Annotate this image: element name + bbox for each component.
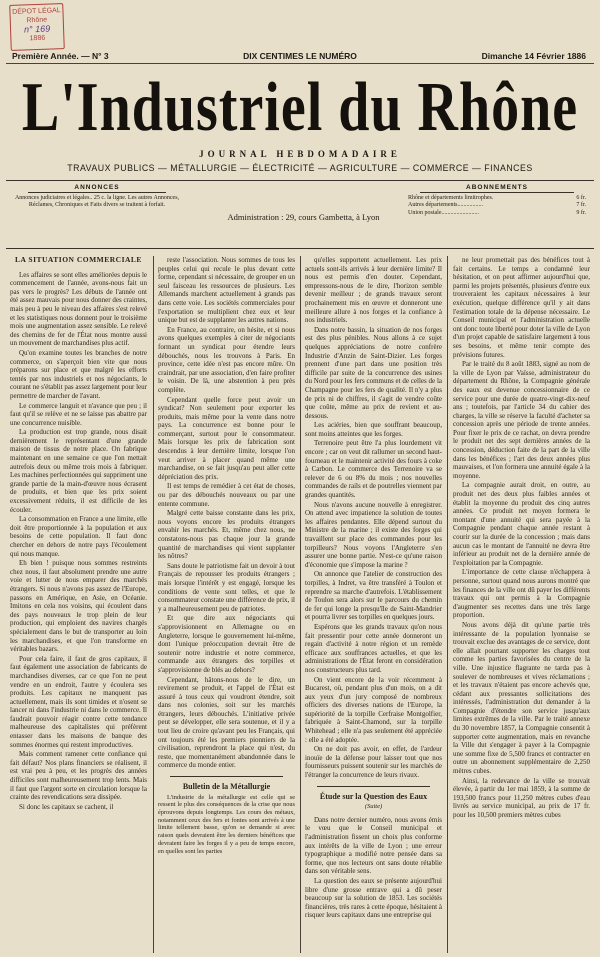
paragraph: Si donc les capitaux se cachent, il: [19, 802, 114, 811]
paragraph: Par le traité du 8 août 1883, signé au nom de la ville de Lyon par Vaïsse, administrateur du département du Rhône, la Compagnie générale des eaux est devenue concessionnaire de ce service pour une durée de quatre-vingt-dix-neuf ans ; toutefois, par l'article 34 du cahier des charges, la ville se réserve la faculté d'acheter sa concession après une période de trente années. Pour fixer le prix de ce rachat, on devra prendre le produit net des sept dernières années de la concession, déduction faite de la part de la ville dans les bénéfices ; l'art des deux années plus mauvaises, et l'on formera une annuité égale à la moyenne.: [453, 360, 590, 480]
paragraph: Cependant, hâtons-nous de le dire, un revirement se produit, et l'appel de l'État est assuré à tous ceux qui voudront étendre, soit dans nos colonies, soit sur les marchés étrangers, leurs débouchés. L'initiative privée peut se développer, elle sera soutenue, et il y a tout lieu de croire qu'avant peu les Français, qui ont toujours été les premiers pionniers de la civilisation, reprendront la place qui n'est, du reste, que momentanément abandonnée dans le commerce du monde entier.: [158, 675, 295, 770]
column-divider: [300, 256, 301, 953]
stamp-year: 1886: [29, 34, 46, 43]
paragraph: La compagnie aurait droit, en outre, au produit net des deux plus faibles années et établit la moyenne du produit des cinq autres années. Ce produit net moyen formera le montant d'une annuité qui sera payée à la Compagnie pendant chaque année restant à courir sur la durée de la concession ; mais dans aucun cas le montant de l'annuité ne devra être inférieur au produit net de la dernière année de l'exploitation par la Compagnie.: [453, 481, 590, 567]
legal-deposit-stamp: [9, 3, 65, 51]
column-3: [305, 256, 442, 953]
paragraph: Il est temps de remédier à cet état de choses, ou par des débouchés nouveaux ou par une entente commune.: [158, 482, 295, 508]
article-heading-situation: LA SITUATION COMMERCIALE: [15, 256, 142, 264]
stamp-line2: Rhône: [26, 16, 48, 25]
paragraph: On ne doit pas avoir, en effet, de l'ardeur inouïe de la défense pour laisser tout que nos fournisseurs puissent soutenir sur les marchés de l'étranger la concurrence de leurs rivaux.: [305, 745, 442, 780]
paragraph: Pour cela faire, il faut de gros capitaux, il faut également une association de fabricants de marchandises diverses, car ce que l'on ne peut vendre en un endroit, l'autre y écoulera ses produits. Les capitaux ne manquent pas actuellement, mais ils sont timides et n'osent se lancer ni dans l'industrie ni dans le commerce. Il faudrait pouvoir réagir contre cette tendance malheureuse des capitalistes qui préfèrent entasser dans les maisons de banque des sommes énormes qui restent improductives.: [10, 654, 147, 749]
abonnements-box: [404, 184, 590, 217]
stamp-line1: DÉPOT LÉGAL: [12, 7, 61, 16]
issue-line: [6, 49, 594, 64]
abonnement-row: Rhône et départements limitrophes. 6 fr.: [408, 194, 586, 201]
info-rule: [6, 248, 594, 249]
annonces-box: [12, 184, 182, 210]
abonnements-heading: ABONNEMENTS: [420, 184, 574, 193]
paragraph: Espérons que les grands travaux qu'on nous fait pressentir pour cette année donneront un regain d'activité à notre région et un remède efficace aux souffrances actuelles, et que les administrations de l'État feront en considération nos constructeurs plus tard.: [305, 622, 442, 674]
paragraph: On annonce que l'atelier de construction des torpilles, à Indret, va être transféré à Toulon et reprendre sa marche d'autrefois. L'établissement de Toulon sera alors sur le parcours du chemin de fer qui longe la presqu'île de Saint-Mandrier et pourra livrer ses torpilles en quelques jours.: [305, 570, 442, 622]
paragraph: Le commerce languit et n'avance que peu ; il faut qu'il se relève et ne se laisse pas abattre par une concurrence nuisible.: [10, 401, 147, 427]
info-bar: [6, 184, 594, 244]
paragraph: Dans notre bassin, la situation de nos forges est des plus pénibles. Nous allons à ce sujet quelques appréciations de notre confrère Industrie d'Anzin de Saint-Dizier. Les forges prennent d'une part dans une position très difficile par suite de la concurrence des usines du Nord pour les fers communs et de celles de la Champagne pour les fers de qualité. Il n'y a plus de prix ni de chiffres, il s'agit de vendre coûte que coûte, même au prix de revient et au-dessous.: [305, 325, 442, 420]
paragraph: Dans notre dernier numéro, nous avons émis le vœu que le Conseil municipal et l'administration fissent un choix plus conforme aux intérêts de la ville de Lyon ; une erreur typographique a modifié notre pensée dans sa forme, que nos lecteurs ont sans doute rétablie dans son véritable sens.: [305, 815, 442, 876]
paragraph: Cependant quelle force peut avoir un syndicat? Non seulement pour exporter les produits, mais même pour la vente dans notre pays. La concurrence est bonne pour le commerçant, surtout pour le consommateur. Mais lorsque les prix de fabrication sont descendus à leur dernière limite, lorsque l'on veut arriver à placer quand même une marchandise, on se fait jusqu'au peut aller cette dépréciation des prix.: [158, 395, 295, 481]
issue-number: Première Année. — N° 3: [12, 51, 109, 61]
column-2: [158, 256, 295, 953]
masthead-subtitle: JOURNAL HEBDOMADAIRE: [199, 149, 401, 159]
paragraph: qu'elles supportent actuellement. Les prix actuels sont-ils arrivés à leur dernière limite? Il nous est permis d'en douter. Cependant, empressons-nous de le dire, l'horizon semble devenir meilleur ; de grands travaux seront prochainement mis en œuvre et donneront une meilleure allure à nos forges et la confiance à nos industriels.: [305, 256, 442, 325]
etude-subheading: (Suite): [364, 803, 383, 811]
issue-date: Dimanche 14 Février 1886: [481, 51, 586, 61]
masthead-title: L'Industriel du Rhône: [21, 68, 579, 147]
annonces-heading: ANNONCES: [28, 184, 166, 193]
paragraph: La consommation en France a une limite, elle doit être proportionnée à la population et aux besoins de cette population. Il faut donc chercher en dehors de notre pays l'écoulement qui nous manque.: [10, 515, 147, 558]
column-1: [10, 256, 147, 953]
masthead-sections: TRAVAUX PUBLICS — MÉTALLURGIE — ÉLECTRICITÉ — AGRICULTURE — COMMERCE — FINANCES: [67, 163, 533, 173]
section-rule: [170, 776, 283, 777]
administration-address: Administration : 29, cours Gambetta, à Lyon: [227, 212, 380, 222]
masthead-rule: [6, 180, 594, 181]
paragraph: Mais comment ramener cette confiance qui fait défaut? Nos plans financiers se réalisent, il est vrai peu à peu, et les progrès des années difficiles sont malheureusement trop lents. Mais il faut que l'argent sorte en circulation lorsque la crainte des revendications sera dissipée.: [10, 750, 147, 802]
paragraph: Malgré cette baisse constante dans les prix, nous voyons encore les produits étrangers envahir les marchés. Et, même chez nous, ne constatons-nous pas chaque jour la grande quantité de marchandises qui vient supplanter les nôtres?: [158, 509, 295, 561]
column-divider: [153, 256, 154, 953]
paragraph: Nous avons déjà dit qu'une partie très intéressante de la population lyonnaise se trouvait exclue des avantages de ce service, dont elle allait pourtant supporter les charges tout comme les parties favorisées du centre de la ville. Une injustice flagrante ne tarda pas à soulever de nombreuses et vives réclamations ; et les travaux n'étaient pas encore achevés que, cédant aux pressantes sollicitations des intéressés, l'administration dut demander à la Compagnie d'étendre son service jusqu'aux limites extrêmes de la ville. Par le traité annexe du 30 novembre 1857, la Compagnie consentit à supporter cette augmentation, mais en revanche la Ville dut s'engager à payer à la Compagnie une somme fixe de 5,500 francs et contracter en outre un abonnement supplémentaire de 2,250 mètres cubes.: [453, 620, 590, 776]
paragraph: L'industrie de la métallurgie est celle qui se ressent le plus des conséquences de la crise que nous éprouvons depuis longtemps. Les cours des métaux, notamment ceux des fers et fontes sont arrivés à une limite tellement basse, qu'on se demande si avec raison quels devraient être les derniers bénéfices que devraient faire les forges il y a peu de temps encore, en quelles sont les parties: [158, 793, 295, 855]
paragraph: En France, au contraire, on hésite, et si nous avons quelques exemples à citer de négociants formant un syndicat pour étendre leurs débouchés, nous les trouvons à Paris. En province, cette idée n'est pas encore mûre. On craindrait, par une association, d'en faire profiter le voisin. De là, une abstention à peu près complète.: [158, 325, 295, 394]
paragraph: Eh bien ! puisque nous sommes restreints chez nous, il faut absolument prendre une autre voie et lutter de nous emparer des marchés étrangers. Si nous n'avons pas assez de l'Europe, passons en Amérique, en Asie, en Océanie. Imitons en cela nos voisins, qui écoulent dans des pays nouveaux le trop plein de leur production, qui emploient des navires chargés spécialement dans le but de transporter au loin les marchandises, et que l'on transforme en véritables bazars.: [10, 559, 147, 654]
column-divider: [447, 256, 448, 953]
paragraph: ne leur promettait pas des bénéfices tout à fait certains. Le temps a condamné leur hésitation, et on peut affirmer aujourd'hui que, parmi les projets présentés, plusieurs d'entre eux trouveraient les capitaux nécessaires à leur exécution, quelque différence qu'il y ait dans l'estimation totale de la dépense nécessaire. Le Conseil municipal et l'administration actuelle ont donc toute liberté pour doter la ville de Lyon d'un projet capable de satisfaire largement à tous ses besoins, et même tenir compte des prévisions futures.: [453, 256, 590, 359]
paragraph: Nous n'avons aucune nouvelle à enregistrer. On attend avec impatience la solution de toutes les affaires pendantes. Elle dépend surtout du Ministre de la marine ; il existe des forges qui travaillent sur place des commandes pour les torpilleurs? Nous voyons l'Angleterre s'en assurer une bonne partie. N'est-ce qu'une raison d'économie que s'impose la marine ?: [305, 500, 442, 569]
paragraph: Et que dire aux négociants qui s'approvisionnent en Allemagne ou en Angleterre, lorsque le gouvernement lui-même, dont l'unique préoccupation devrait être de soutenir notre industrie et notre commerce, commande aux étrangers des torpilles et s'approvisionne de blés au dehors?: [158, 614, 295, 674]
abonnement-row: Union postale......................... 9 fr.: [408, 209, 586, 216]
etude-heading: Étude sur la Question des Eaux: [319, 791, 428, 801]
paragraph: Ainsi, la redevance de la ville se trouvait élevée, à partir du 1er mai 1859, à la somme de 193,500 francs pour 11,250 mètres cubes d'eau livrés au service municipal, au prix de 17 fr. pour les 10,500 premiers mètres cubes: [453, 776, 590, 819]
paragraph: Les aciéries, bien que souffrant beaucoup, sont moins atteintes que les forges.: [305, 421, 442, 438]
section-rule: [317, 786, 430, 787]
issue-price: DIX CENTIMES LE NUMÉRO: [243, 51, 357, 61]
abonnement-row: Autres départements................. 7 fr.: [408, 202, 586, 208]
article-columns: [6, 256, 594, 953]
paragraph: Terrenoire peut être l'a plus lourdement vit encore ; car on veut dit rallumer un second haut-fourneau et le maintenir activité des fours à coke à Carbon. Le commerce des Terrenoire va se relever de 6 ou 8% du mois ; nos nouvelles commandes de rails et de poutrelles viennent par grandes quantités.: [305, 439, 442, 500]
paragraph: Qu'on examine toutes les branches de notre commerce, on s'aperçoit bien vite que nous préparons sur place et que malgré les efforts tentés par nos industriels et nos négociants, le courant ne s'établit pas assez largement pour leur permettre de marcher de l'avant.: [10, 348, 147, 400]
column-4: [453, 256, 590, 953]
paragraph: Sans doute le patriotisme fait un devoir à tout Français de repousser les produits étrangers ; mais lorsque l'intérêt y est engagé, lorsque les conditions de vente sont telles, et que le consommateur constate une différence de prix, il y a malheureusement peu de patriotes.: [158, 561, 295, 613]
annonces-text: Annonces judiciaires et légales.. 25 c. la ligne. Les autres Annonces, Réclames, Chroniques et Faits divers se traitent à forfait.: [14, 194, 180, 208]
paragraph: La production est trop grande, nous disait dernièrement le représentant d'une grande maison de tissus de notre place. On fabrique maintenant en une semaine ce que l'on mettait autrefois deux ou même trois mois à fabriquer. Les machines perfectionnées qui suppriment une grande partie de la main-d'œuvre nous écrasent de produits, et bien que les prix soient excessivement réduits, il est difficile de les écouler.: [10, 428, 147, 514]
paragraph: L'importance de cette clause n'échappera à personne, surtout quand nous aurons montré que les finances de la ville ont dû payer les différents travaux qui ont permis à la Compagnie d'augmenter ses recettes dans une très large proportion.: [453, 568, 590, 620]
stamp-number: n° 169: [23, 23, 51, 35]
bulletin-heading: Bulletin de la Métallurgie: [182, 782, 271, 792]
newspaper-page: [6, 4, 594, 953]
paragraph: On vient encore de la voir récemment à Bucarest, où, pendant plus d'un mois, on a dit aux yeux d'un jury composé de nombreux officiers des diverses nations de l'Europe, la supériorité de la torpille Cerfraise Montgolfier, fabriquée à Saint-Chamond, sur la torpille Whitehead ; elle n'a pas seulement été appréciée : elle a été adoptée.: [305, 675, 442, 744]
paragraph: reste l'association. Nous sommes de tous les peuples celui qui recule le plus devant cette forme, cependant si nécessaire, de grouper en un seul faisceau les ressources de plusieurs. Les Allemands marchent actuellement à grands pas dans cette voie. Les sociétés commerciales pour l'exportation se multiplient chez eux et leur unique but est de supplanter les autres nations.: [158, 256, 295, 325]
paragraph: La question des eaux se présente aujourd'hui libre d'une grosse entrave qui a dû peser beaucoup sur la solution de 1853. Les sociétés financières, très rares à cette époque, hésitaient à risquer leurs capitaux dans une entreprise qui: [305, 876, 442, 920]
paragraph: Les affaires se sont elles améliorées depuis le commencement de l'année, avons-nous fait un pas vers le progrès? Les débuts de l'année ont été assez mauvais pour nous donner des craintes, mais peu à peu le niveau des affaires s'est relevé et les statistiques nous donnent pour le troisième mois une augmentation assez sensible. Le relevé des chemins de fer de l'État nous montre aussi un mouvement de marchandises plus actif.: [10, 270, 147, 348]
